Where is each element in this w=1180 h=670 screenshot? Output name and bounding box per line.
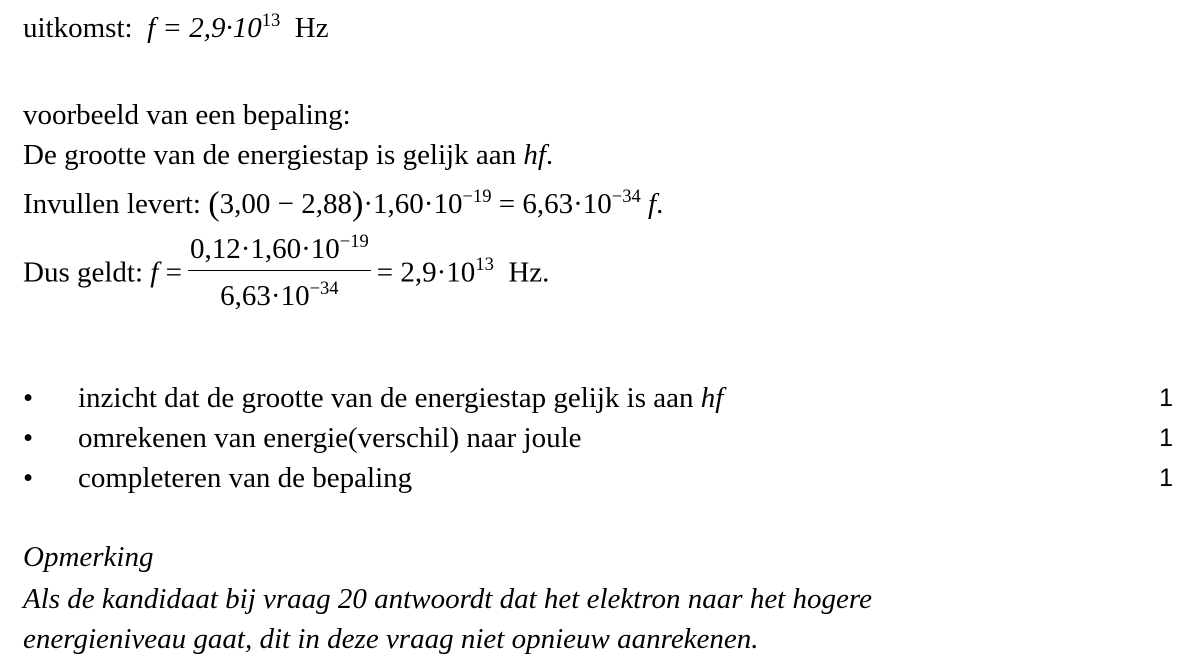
numerator-exponent: −19: [339, 230, 369, 252]
criteria-score: 1: [1159, 464, 1173, 492]
denominator-base: 6,63·10: [220, 280, 310, 313]
result-exponent: 13: [261, 9, 281, 31]
example-line-2-var: f: [648, 188, 657, 220]
remark-line-1: Als de kandidaat bij vraag 20 antwoordt dat het elektron naar het hogere: [23, 583, 872, 615]
example-line-2-mid: ·1,60·10: [363, 188, 463, 220]
remark-line-2: energieniveau gaat, dit in deze vraag niet opnieuw aanrekenen.: [23, 623, 759, 655]
criteria-text: [78, 462, 412, 495]
criteria-item: [23, 382, 1173, 414]
bullet-icon: •: [23, 422, 34, 454]
example-line-1-end: .: [545, 139, 554, 171]
paren-open: (: [208, 185, 220, 223]
example-line-3: [23, 230, 550, 314]
example-line-2-end: .: [656, 188, 664, 220]
example-line-1-text: De grootte van de energiestap is gelijk aan: [23, 139, 524, 171]
criteria-text-main: completeren van de bepaling: [78, 462, 413, 494]
criteria-text-main: omrekenen van energie(verschil) naar joule: [78, 422, 582, 454]
criteria-item: [23, 462, 1173, 494]
criteria-score: 1: [1159, 384, 1173, 412]
result-line: [23, 9, 329, 44]
bullet-icon: •: [23, 382, 34, 414]
example-line-1: [23, 141, 553, 170]
fraction-denominator: [188, 271, 371, 311]
denominator-exponent: −34: [309, 277, 339, 299]
criteria-score: 1: [1159, 424, 1173, 452]
numerator-base: 0,12·1,60·10: [189, 233, 340, 265]
example-line-3-result: = 2,9·10: [376, 256, 476, 289]
example-line-2-label: Invullen levert:: [23, 188, 201, 220]
example-line-2-exp1: −19: [462, 185, 492, 207]
example-line-3-unit: Hz.: [508, 256, 550, 289]
example-heading: voorbeeld van een bepaling:: [23, 99, 351, 131]
example-line-3-var: f: [150, 256, 159, 289]
criteria-text: [78, 422, 582, 455]
example-line-2-eq: = 6,63·10: [491, 188, 612, 220]
result-formula: [147, 12, 262, 44]
criteria-text: [78, 382, 723, 415]
result-unit: Hz: [294, 12, 329, 44]
paren-content: 3,00 − 2,88: [219, 188, 352, 220]
remark-heading: Opmerking: [23, 541, 154, 573]
bullet-icon: •: [23, 462, 34, 494]
example-line-2: [23, 185, 664, 223]
example-line-3-eq: =: [165, 256, 182, 289]
fraction-numerator: [188, 230, 371, 271]
criteria-text-emph: hf: [700, 382, 724, 414]
example-line-3-result-exp: 13: [475, 254, 494, 276]
paren-close: ): [351, 185, 364, 223]
result-formula-prefix: f = 2,9·10: [147, 12, 262, 44]
example-line-2-exp2: −34: [611, 185, 641, 207]
example-line-3-label: Dus geldt:: [23, 256, 144, 289]
fraction: [188, 230, 371, 313]
result-label: uitkomst:: [23, 12, 133, 44]
criteria-text-main: inzicht dat de grootte van de energiestap gelijk is aan: [78, 382, 701, 414]
criteria-item: [23, 422, 1173, 454]
example-line-1-var: hf: [523, 139, 546, 171]
